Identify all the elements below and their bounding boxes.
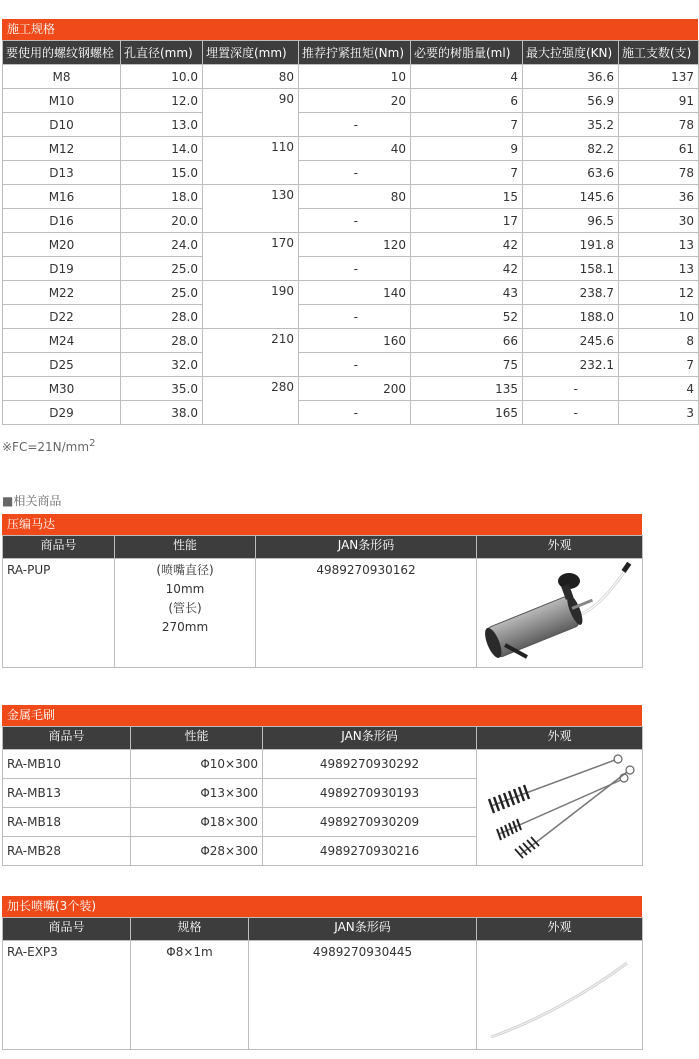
nozzle-section [2,896,642,1050]
torque-cell: - [299,257,411,281]
hole-diameter-cell: 25.0 [121,257,203,281]
resin-amount-cell: 15 [411,185,523,209]
product-performance: Φ13×300 [131,779,263,808]
quantity-cell: 3 [619,401,699,425]
max-strength-cell: 82.2 [523,137,619,161]
bolt-cell: D13 [3,161,121,185]
torque-cell: 80 [299,185,411,209]
table-row [3,65,699,89]
bolt-cell: M8 [3,65,121,89]
embed-depth-cell: 170 [203,233,299,281]
quantity-cell: 13 [619,257,699,281]
header-cell: 埋置深度(mm) [203,41,299,65]
hole-diameter-cell: 35.0 [121,377,203,401]
spec-table [2,40,699,425]
perf-line: 10mm [165,582,205,596]
header-cell: JAN条形码 [249,918,477,941]
header-cell: JAN条形码 [256,536,477,559]
product-performance [115,559,256,668]
resin-amount-cell: 7 [411,161,523,185]
table-row [3,281,699,305]
spec-section [2,19,698,425]
bolt-cell: D10 [3,113,121,137]
table-row [3,89,699,113]
max-strength-cell: 191.8 [523,233,619,257]
resin-amount-cell: 4 [411,65,523,89]
torque-cell: - [299,209,411,233]
pump-image [477,559,643,668]
product-code: RA-MB13 [3,779,131,808]
jan-code: 4989270930209 [263,808,477,837]
nozzle-header-row [3,918,643,941]
torque-cell: 140 [299,281,411,305]
max-strength-cell: 56.9 [523,89,619,113]
quantity-cell: 8 [619,329,699,353]
header-cell: 外观 [477,918,643,941]
bolt-cell: M10 [3,89,121,113]
max-strength-cell: 35.2 [523,113,619,137]
nozzle-title: 加长喷嘴(3个装) [2,896,642,917]
product-spec: Φ8×1m [131,941,249,1050]
note-superscript: 2 [89,438,96,449]
torque-cell: - [299,353,411,377]
pump-image-svg [477,559,641,664]
product-performance: Φ28×300 [131,837,263,866]
bolt-cell: D29 [3,401,121,425]
embed-depth-cell: 280 [203,377,299,425]
brush-table [2,726,643,866]
product-code: RA-EXP3 [3,941,131,1050]
resin-amount-cell: 52 [411,305,523,329]
nozzle-table [2,917,643,1050]
pump-row [3,559,643,668]
table-row [3,329,699,353]
resin-amount-cell: 17 [411,209,523,233]
max-strength-cell: 238.7 [523,281,619,305]
table-row [3,353,699,377]
perf-line: 270mm [161,620,209,634]
max-strength-cell: 232.1 [523,353,619,377]
quantity-cell: 4 [619,377,699,401]
bolt-cell: D16 [3,209,121,233]
embed-depth-cell: 80 [203,65,299,89]
torque-cell: 120 [299,233,411,257]
header-cell: 性能 [131,727,263,750]
max-strength-cell: - [523,401,619,425]
table-row [3,750,643,779]
quantity-cell: 137 [619,65,699,89]
resin-amount-cell: 9 [411,137,523,161]
table-row [3,137,699,161]
header-cell: 规格 [131,918,249,941]
jan-code: 4989270930162 [256,559,477,668]
max-strength-cell: 63.6 [523,161,619,185]
quantity-cell: 61 [619,137,699,161]
nozzle-image [477,941,643,1050]
resin-amount-cell: 43 [411,281,523,305]
hole-diameter-cell: 32.0 [121,353,203,377]
product-performance: Φ10×300 [131,750,263,779]
header-cell: JAN条形码 [263,727,477,750]
hole-diameter-cell: 18.0 [121,185,203,209]
product-code: RA-MB18 [3,808,131,837]
pump-section [2,514,642,668]
brush-header-row [3,727,643,750]
embed-depth-cell: 210 [203,329,299,377]
quantity-cell: 36 [619,185,699,209]
table-row [3,233,699,257]
hole-diameter-cell: 28.0 [121,329,203,353]
table-row [3,257,699,281]
bolt-cell: D22 [3,305,121,329]
embed-depth-cell: 130 [203,185,299,233]
product-code: RA-MB28 [3,837,131,866]
hole-diameter-cell: 13.0 [121,113,203,137]
max-strength-cell: 158.1 [523,257,619,281]
header-cell: 推荐拧紧扭矩(Nm) [299,41,411,65]
quantity-cell: 12 [619,281,699,305]
jan-code: 4989270930193 [263,779,477,808]
table-row [3,377,699,401]
quantity-cell: 10 [619,305,699,329]
resin-amount-cell: 165 [411,401,523,425]
brush-image [477,750,643,866]
embed-depth-cell: 90 [203,89,299,137]
hole-diameter-cell: 25.0 [121,281,203,305]
hole-diameter-cell: 10.0 [121,65,203,89]
header-cell: 商品号 [3,918,131,941]
resin-amount-cell: 66 [411,329,523,353]
hole-diameter-cell: 20.0 [121,209,203,233]
strength-note [2,438,95,454]
pump-table [2,535,643,668]
table-row [3,161,699,185]
torque-cell: 20 [299,89,411,113]
max-strength-cell: 245.6 [523,329,619,353]
hole-diameter-cell: 38.0 [121,401,203,425]
perf-line: (管长) [168,601,202,615]
bolt-cell: M24 [3,329,121,353]
hole-diameter-cell: 24.0 [121,233,203,257]
embed-depth-cell: 190 [203,281,299,329]
hole-diameter-cell: 28.0 [121,305,203,329]
max-strength-cell: - [523,377,619,401]
quantity-cell: 91 [619,89,699,113]
quantity-cell: 13 [619,233,699,257]
spec-body [3,65,699,425]
max-strength-cell: 96.5 [523,209,619,233]
resin-amount-cell: 42 [411,233,523,257]
perf-line: (喷嘴直径) [156,563,214,577]
table-row [3,305,699,329]
header-cell: 施工支数(支) [619,41,699,65]
bolt-cell: M20 [3,233,121,257]
hole-diameter-cell: 12.0 [121,89,203,113]
bolt-cell: M16 [3,185,121,209]
resin-amount-cell: 75 [411,353,523,377]
resin-amount-cell: 6 [411,89,523,113]
header-cell: 商品号 [3,727,131,750]
pump-header-row [3,536,643,559]
product-code: RA-MB10 [3,750,131,779]
torque-cell: - [299,161,411,185]
torque-cell: 40 [299,137,411,161]
bolt-cell: D19 [3,257,121,281]
bolt-cell: M12 [3,137,121,161]
spec-title: 施工规格 [2,19,698,40]
product-code: RA-PUP [3,559,115,668]
header-cell: 要使用的螺纹钢螺栓 [3,41,121,65]
header-cell: 外观 [477,536,643,559]
header-cell: 外观 [477,727,643,750]
table-row [3,185,699,209]
bolt-cell: M22 [3,281,121,305]
hole-diameter-cell: 14.0 [121,137,203,161]
jan-code: 4989270930216 [263,837,477,866]
related-products-label: ■相关商品 [2,494,62,508]
jan-code: 4989270930292 [263,750,477,779]
max-strength-cell: 36.6 [523,65,619,89]
header-cell: 必要的树脂量(ml) [411,41,523,65]
table-row [3,209,699,233]
resin-amount-cell: 42 [411,257,523,281]
quantity-cell: 78 [619,113,699,137]
torque-cell: 160 [299,329,411,353]
quantity-cell: 7 [619,353,699,377]
torque-cell: - [299,113,411,137]
bolt-cell: M30 [3,377,121,401]
max-strength-cell: 145.6 [523,185,619,209]
note-text: ※FC=21N/mm [2,440,90,454]
nozzle-row [3,941,643,1050]
torque-cell: - [299,305,411,329]
hole-diameter-cell: 15.0 [121,161,203,185]
brush-image-svg [477,750,641,862]
quantity-cell: 78 [619,161,699,185]
resin-amount-cell: 135 [411,377,523,401]
torque-cell: 10 [299,65,411,89]
brush-title: 金属毛刷 [2,705,642,726]
bolt-cell: D25 [3,353,121,377]
table-row [3,401,699,425]
product-performance: Φ18×300 [131,808,263,837]
quantity-cell: 30 [619,209,699,233]
brush-section [2,705,642,866]
header-cell: 性能 [115,536,256,559]
nozzle-image-svg [477,941,641,1046]
header-cell: 孔直径(mm) [121,41,203,65]
jan-code: 4989270930445 [249,941,477,1050]
pump-title: 压编马达 [2,514,642,535]
table-row [3,113,699,137]
header-cell: 最大拉强度(KN) [523,41,619,65]
resin-amount-cell: 7 [411,113,523,137]
spec-header-row [3,41,699,65]
torque-cell: - [299,401,411,425]
max-strength-cell: 188.0 [523,305,619,329]
torque-cell: 200 [299,377,411,401]
embed-depth-cell: 110 [203,137,299,185]
header-cell: 商品号 [3,536,115,559]
